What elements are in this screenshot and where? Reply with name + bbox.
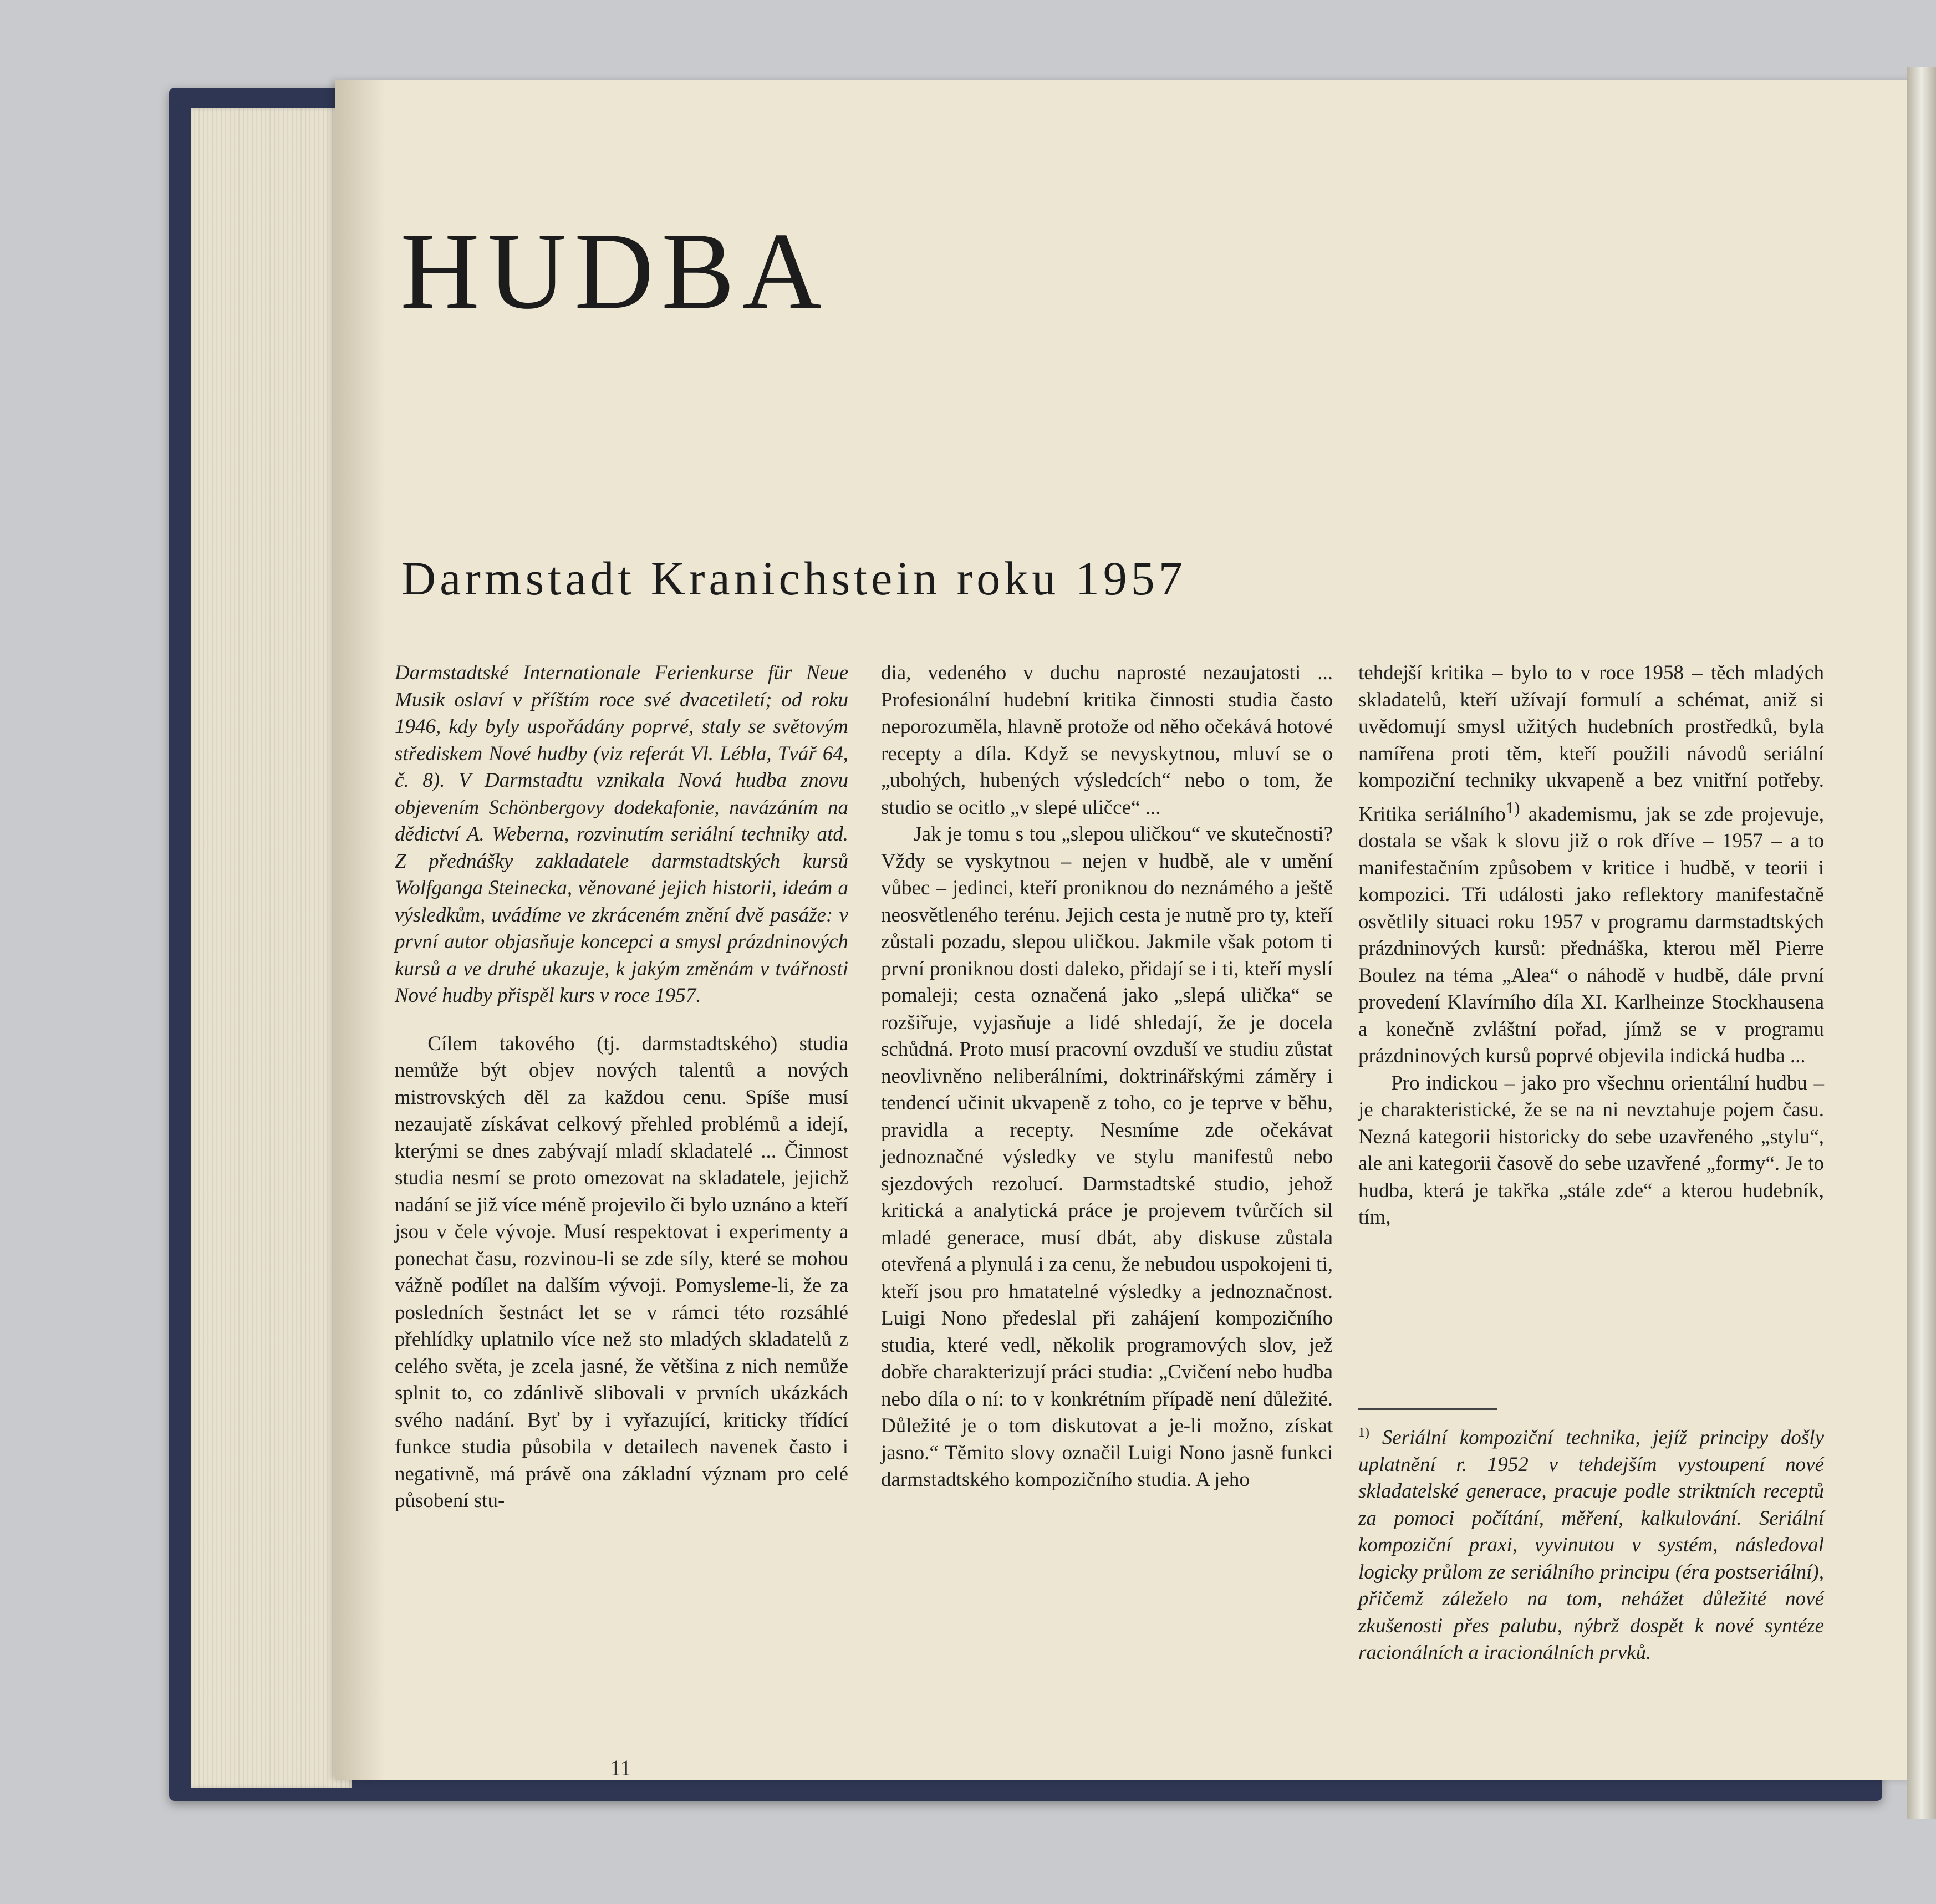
body-paragraph: Pro indickou – jako pro všechnu orientální hudbu – je charakteristické, že se na ni nevztahuje pojem času. Nezná kategorii historicky do sebe uzavřeného „stylu“, ale ani kategorii časově do sebe uzavřené „formy“. Je to hudba, která je takřka „stále zde“ a kterou hudebník, tím, [1358, 1071, 1824, 1229]
body-text: akademismu, jak se zde projevuje, dostala se však k slovu již o rok dříve – 1957 – a to manifestačním způsobem v kritice i hudbě, v teorii i kompozici. Tři události jako reflektory manifestačně osvětlily situaci roku 1957 v programu darmstadtských prázdninových kursů: přednáška, kterou měl Pierre Boulez na téma „Alea“ o náhodě v hudbě, dále první provedení Klavírního díla XI. Karlheinze Stockhausena a konečně zvláštní pořad, jímž se v programu prázdninových kursů poprvé objevila indická hudba ... [1358, 802, 1824, 1068]
footnote-divider [1358, 1408, 1497, 1410]
footnote-reference: 1) [1505, 798, 1520, 817]
page-block-edges [191, 108, 352, 1788]
intro-paragraph: Darmstadtské Internationale Ferienkurse für Neue Musik oslaví v příštím roce své dvacetiletí; od roku 1946, kdy byly uspořádány poprvé, staly se světovým střediskem Nové hudby (viz referát Vl. Lébla, Tvář 64, č. 8). V Darmstadtu vznikala Nová hudba znovu objevením Schönbergovy dodekafonie, navázáním na dědictví A. Weberna, rozvinutím seriální techniky atd. Z přednášky zakladatele darmstadtských kursů Wolfganga Steinecka, věnované jejich historii, ideám a výsledkům, uvádíme ve zkráceném znění dvě pasáže: v první autor objasňuje koncepci a smysl prázdninových kursů a ve druhé ukazuje, k jakým změnám v tvářnosti Nové hudby přispěl kurs v roce 1957. [395, 661, 848, 1007]
text-column-1 [395, 660, 848, 1515]
body-paragraph: Cílem takového (tj. darmstadtského) studia nemůže být objev nových talentů a nových mistrovských děl za každou cenu. Spíše musí nezaujatě získávat celkový přehled problémů a idejí, kterými se dnes zabývají mladí skladatelé ... Činnost studia nesmí se proto omezovat na skladatele, jejichž nadání se již více méně projevilo či bylo uznáno a kteří jsou v čele vývoje. Musí respektovat i experimenty a ponechat času, rozvinou-li se zde síly, které se mohou vážně podílet na dalším vývoji. Pomysleme-li, že za posledních šestnáct let se v rámci této rozsáhlé přehlídky uplatnilo více než sto mladých skladatelů z celého světa, je zcela jasné, že většina z nich nemůže splnit to, co zdánlivě slibovali v prvních ukázkách svého nadání. Byť by i vyřazující, kriticky třídící funkce studia působila v detailech navenek často i negativně, má právě ona základní význam pro celé působení stu- [395, 1032, 848, 1512]
body-paragraph: Jak je tomu s tou „slepou uličkou“ ve skutečnosti? Vždy se vyskytnou – nejen v hudbě, ale v umění vůbec – jedinci, kteří proniknou do neznámého a ještě neosvětleného terénu. Jejich cesta je nutně pro ty, kteří zůstali pozadu, slepou uličkou. Jakmile však potom ti první proniknou dosti daleko, přidají se i ti, kteří myslí pomaleji; cesta označená jako „slepá ulička“ se rozšiřuje, vyjasňuje a lidé shledají, že je docela schůdná. Proto musí pracovní ovzduší ve studiu zůstat neovlivněno neliberálními, doktrinářskými záměry i tendencí učinit ukvapeně z toho, co je teprve v běhu, pravidla a recepty. Nesmíme zde očekávat jednoznačné výsledky ve stylu manifestů nebo sjezdových rezolucí. Darmstadtské studio, jehož kritická a analytická práce je projevem tvůrčích sil mladé generace, musí dbát, aby diskuse zůstala otevřená a plynulá i za cenu, že nebudou uspokojeni ti, kteří jsou pro hmatatelné výsledky a jednoznačnost. Luigi Nono předeslal při zahájení kompozičního studia, které vedl, několik programových slov, jež dobře charakterizují práci studia: „Cvičení nebo hudba nebo díla o ní: to v konkrétním případě není důležité. Důležité je o tom diskutovat a je-li možno, získat jasno.“ Těmito slovy označil Luigi Nono jasně funkci darmstadtského kompozičního studia. A jeho [881, 823, 1333, 1491]
article-title: Darmstadt Kranichstein roku 1957 [401, 552, 1186, 605]
text-column-3 [1358, 660, 1824, 1231]
page-gutter-shade [335, 80, 385, 1780]
text-column-2 [881, 660, 1333, 1494]
body-text: tehdejší kritika – bylo to v roce 1958 – těch mladých skladatelů, kteří užívají formulí a schémat, aniž si uvědomují smysl užitých hudebních prostředků, byla namířena proti těm, kteří použili návodů seriální kompoziční techniky ukvapeně a bez vnitřní potřeby. Kritika seriálního [1358, 661, 1824, 826]
footnote-marker: 1) [1358, 1426, 1369, 1440]
footnote-text: Seriální kompoziční technika, jejíž principy došly uplatnění r. 1952 v tehdejším vystoupení nové skladatelské generace, pracuje podle striktních receptů za pomoci počítání, měření, kalkulování. Seriální kompoziční praxi, vyvinutou v systém, následoval logicky průlom ze seriálního principu (éra postseriální), přičemž záleželo na tom, nehážet důležité nové zkušenosti přes palubu, nýbrž dospět k nové syntéze racionálních a iracionálních prvků. [1358, 1426, 1824, 1664]
right-binding-edge [1907, 67, 1936, 1819]
body-paragraph: dia, vedeného v duchu naprosté nezaujatosti ... Profesionální hudební kritika činnosti studia často neporozuměla, hlavně protože od něho očekává hotové recepty a díla. Když se nevyskytnou, mluví se o „ubohých, hubených výsledcích“ nebo o tom, že studio se ocitlo „v slepé uličce“ ... [881, 661, 1333, 819]
section-heading: HUDBA [400, 210, 830, 332]
footnote [1358, 1419, 1824, 1667]
show-through-text-middle [876, 219, 1275, 563]
show-through-text-right [1353, 211, 1752, 599]
page-number: 11 [610, 1755, 631, 1780]
body-paragraph [1358, 660, 1824, 1070]
